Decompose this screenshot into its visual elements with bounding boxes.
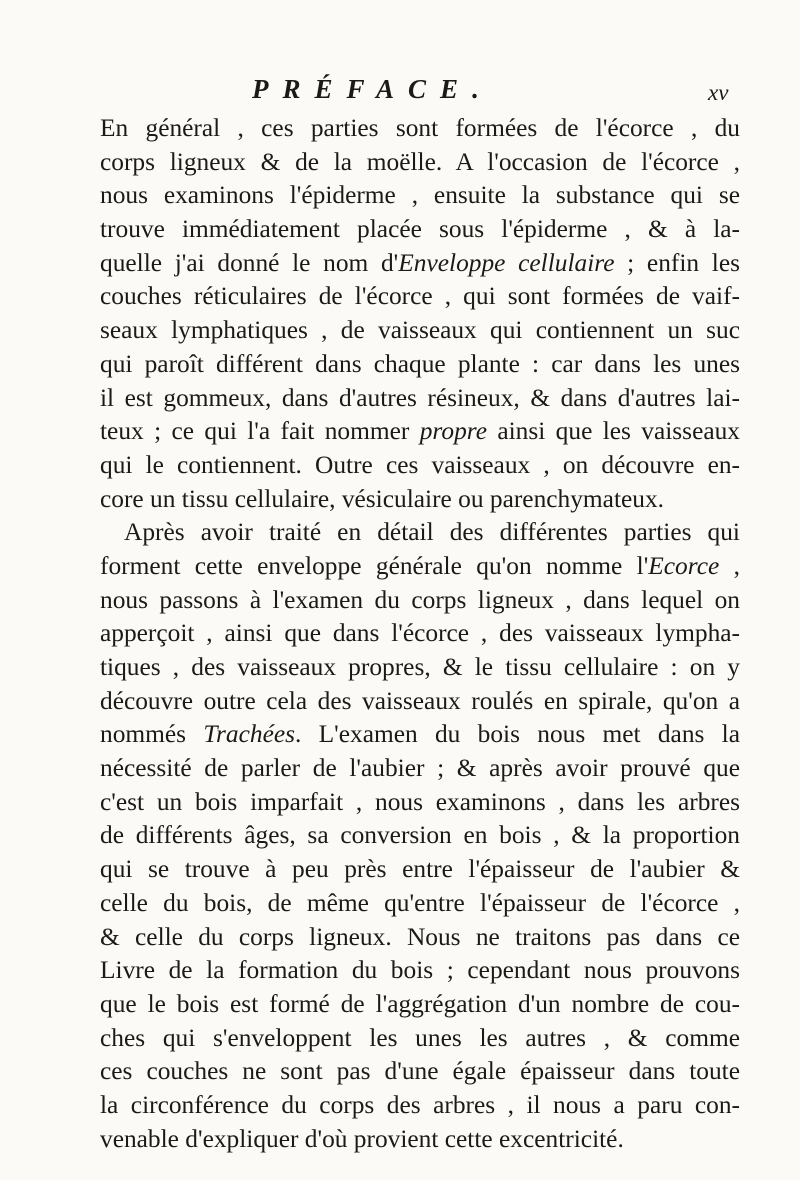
text-line: En général , ces parties sont formées de l'écorce , du	[100, 114, 740, 142]
text-segment: quelle j'ai donné le nom d'	[100, 248, 399, 277]
text-line	[100, 718, 740, 752]
text-segment: . L'examen du bois nous met dans la	[295, 720, 741, 749]
text-segment: ,	[719, 551, 741, 580]
text-line: corps ligneux & de la moëlle. A l'occasion de l'écorce ,	[100, 147, 740, 176]
body-text	[100, 112, 740, 1156]
text-segment: teux ; ce qui l'a fait nommer	[100, 417, 420, 446]
text-segment: ainsi que les vaisseaux	[486, 417, 740, 446]
text-line: il est gommeux, dans d'autres résineux, & dans d'autres lai-	[100, 383, 740, 412]
text-line: nous examinons l'épiderme , ensuite la substance qui se	[100, 181, 740, 210]
text-line	[100, 247, 740, 281]
text-line: nous passons à l'examen du corps ligneux , dans lequel on	[100, 585, 740, 614]
text-line: la circonférence du corps des arbres , il nous a paru con-	[100, 1090, 740, 1119]
italic-term: Ecorce	[648, 551, 720, 580]
text-line: seaux lymphatiques , de vaisseaux qui contiennent un suc	[100, 316, 740, 345]
italic-term: Enveloppe cellulaire	[398, 248, 615, 277]
text-line	[100, 415, 740, 449]
text-line: apperçoit , ainsi que dans l'écorce , des vaisseaux lympha-	[100, 619, 740, 648]
text-segment: ; enfin les	[614, 248, 741, 277]
text-line: ches qui s'enveloppent les unes les autres , & comme	[100, 1023, 740, 1052]
text-line: de différents âges, sa conversion en bois , & la proportion	[100, 821, 740, 850]
text-line: & celle du corps ligneux. Nous ne traitons pas dans ce	[100, 922, 740, 951]
text-line: venable d'expliquer d'où provient cette excentricité.	[100, 1124, 624, 1153]
text-line: découvre outre cela des vaisseaux roulés en spirale, qu'on a	[100, 686, 740, 715]
text-line: nécessité de parler de l'aubier ; & après avoir prouvé que	[100, 754, 740, 783]
text-segment: nommés	[100, 720, 204, 749]
italic-term: Trachées	[203, 720, 296, 749]
text-line: trouve immédiatement placée sous l'épiderme , & à la-	[100, 215, 740, 244]
text-line: couches réticulaires de l'écorce , qui sont formées de vaif-	[100, 282, 740, 311]
text-line: tiques , des vaisseaux propres, & le tissu cellulaire : on y	[100, 653, 740, 681]
text-line: core un tissu cellulaire, vésiculaire ou parenchymateux.	[100, 484, 665, 513]
text-line: celle du bois, de même qu'entre l'épaisseur de l'écorce ,	[100, 888, 740, 917]
text-line	[100, 550, 740, 584]
text-line: Livre de la formation du bois ; cependant nous prouvons	[100, 956, 740, 985]
text-segment: forment cette enveloppe générale qu'on nomme l'	[100, 551, 649, 580]
text-line: ces couches ne sont pas d'une égale épaisseur dans toute	[100, 1057, 740, 1086]
page-header	[0, 74, 800, 114]
text-line: qui le contiennent. Outre ces vaisseaux , on découvre en-	[100, 450, 740, 479]
text-line: c'est un bois imparfait , nous examinons , dans les arbres	[100, 787, 740, 816]
page-number: xv	[708, 80, 729, 105]
text-line: qui paroît différent dans chaque plante : car dans les unes	[100, 349, 740, 378]
paragraph-start-line: Après avoir traité en détail des différentes parties qui	[124, 518, 740, 547]
text-line: qui se trouve à peu près entre l'épaisseur de l'aubier &	[100, 855, 740, 884]
text-line: que le bois est formé de l'aggrégation d'un nombre de cou-	[100, 989, 740, 1018]
running-title: PRÉFACE.	[252, 74, 493, 104]
italic-term: propre	[419, 417, 487, 446]
